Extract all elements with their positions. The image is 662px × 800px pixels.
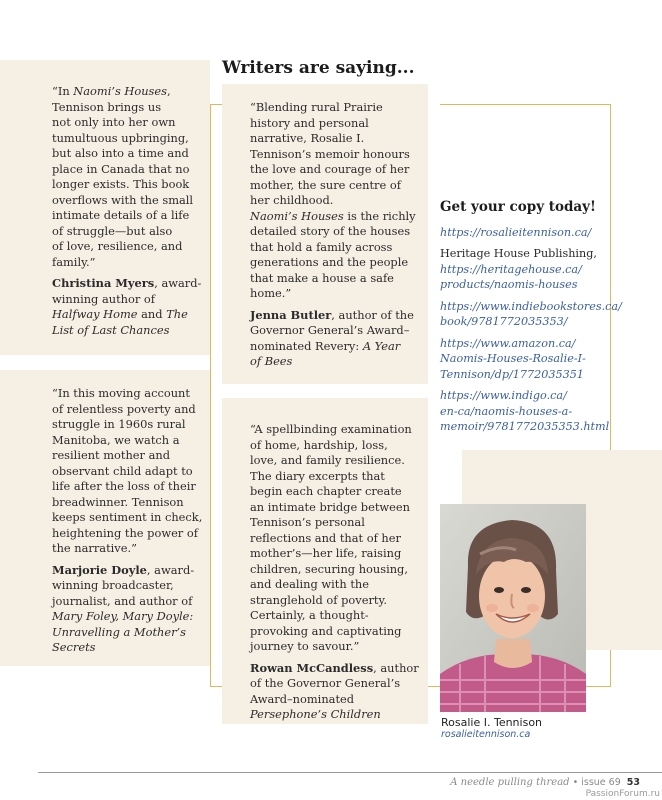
quote-3-attribution: Marjorie Doyle, award- winning broadcaster, journalist, and author of Mary Foley, Mary Doyle: Unravelling a Mother’s Secrets	[52, 562, 195, 654]
page-number: 53	[626, 777, 640, 788]
quote-4: “A spellbinding examination of home, hardship, loss, love, and family resilience. The diary excerpts that begin each chapter create an intimate bridge between Tennison’s personal reflections and that of her mother’s—her life, raising children, securing housing, and dealing with the stranglehold of poverty. Certainly, a thought- provoking and captivating journey to savour.” Rowan McCandless, author of the Governor General’s Award–nominated Persephone’s Children	[250, 422, 428, 723]
quote-4-attribution: Rowan McCandless, author of the Governor General’s Award–nominated Persephone’s Children	[250, 660, 419, 721]
photo-caption	[441, 716, 542, 740]
section-heading: Writers are saying...	[222, 58, 415, 78]
quote-2-attribution: Jenna Butler, author of the Governor General’s Award– nominated Revery: A Year of Bees	[250, 307, 414, 368]
indiebookstores-link-cont[interactable]: book/9781772035353/	[440, 315, 568, 328]
magazine-name: A needle pulling thread	[450, 777, 570, 788]
amazon-link-cont-2[interactable]: Tennison/dp/1772035351	[440, 367, 584, 381]
amazon-link[interactable]: https://www.amazon.ca/	[440, 336, 576, 350]
quote-1-attribution: Christina Myers, award- winning author of Halfway Home and The List of Last Chances	[52, 276, 202, 337]
get-copy-title: Get your copy today!	[440, 199, 596, 215]
indigo-link-cont-2[interactable]: memoir/9781772035353.html	[440, 420, 610, 433]
indigo-link[interactable]: https://www.indigo.ca/	[440, 389, 567, 402]
quote-1: “In Naomi’s Houses, Tennison brings us not only into her own tumultuous upbringing, but also into a time and place in Canada that no longer exists. This book overflows with the small intimate details of a life of struggle—but also of love, resilience, and family.” Christina Myers, award- winning author of Halfway Home and The List of Last Chances	[52, 84, 210, 338]
quote-3: “In this moving account of relentless poverty and struggle in 1960s rural Manitoba, we watch a resilient mother and observant child adapt to life after the loss of their breadwinner. Tennison keeps sentiment in check, heightening the power of the narrative.” Marjorie Doyle, award- winning broadcaster, journalist, and author of Mary Foley, Mary Doyle: Unravelling a Mother’s Secrets	[52, 386, 210, 656]
footer-rule	[38, 772, 662, 773]
indigo-link-cont-1[interactable]: en-ca/naomis-houses-a-	[440, 404, 573, 418]
author-portrait-illustration	[440, 504, 586, 712]
page-footer	[450, 777, 640, 788]
gold-line-left-vertical	[210, 104, 211, 687]
publisher-label: Heritage House Publishing,	[440, 247, 597, 260]
author-site-link[interactable]: https://rosalieitennison.ca/	[440, 225, 592, 239]
heritage-house-link[interactable]: https://heritagehouse.ca/	[440, 262, 582, 276]
indiebookstores-link[interactable]: https://www.indiebookstores.ca/	[440, 299, 622, 313]
gold-line-upper-right	[440, 104, 610, 105]
heritage-house-link-cont[interactable]: products/naomis-houses	[440, 278, 578, 291]
amazon-link-cont-1[interactable]: Naomis-Houses-Rosalie-I-	[440, 352, 586, 365]
caption-author-name: Rosalie I. Tennison	[441, 716, 543, 729]
quote-2: “Blending rural Prairie history and personal narrative, Rosalie I. Tennison’s memoir honours the love and courage of her mother, the sure centre of her childhood. Naomi’s Houses is the richly detailed story of the houses that hold a family across generations and the people that make a house a safe home.” Jenna Butler, author of the Governor General’s Award– nominated Revery: A Year of Bees	[250, 100, 428, 370]
author-photo	[440, 504, 586, 712]
issue-number: issue 69	[581, 777, 621, 788]
watermark: PassionForum.ru	[585, 789, 660, 799]
caption-website-link[interactable]: rosalieitennison.ca	[441, 729, 531, 740]
footer-separator: •	[569, 777, 582, 788]
get-your-copy-section	[440, 200, 650, 441]
